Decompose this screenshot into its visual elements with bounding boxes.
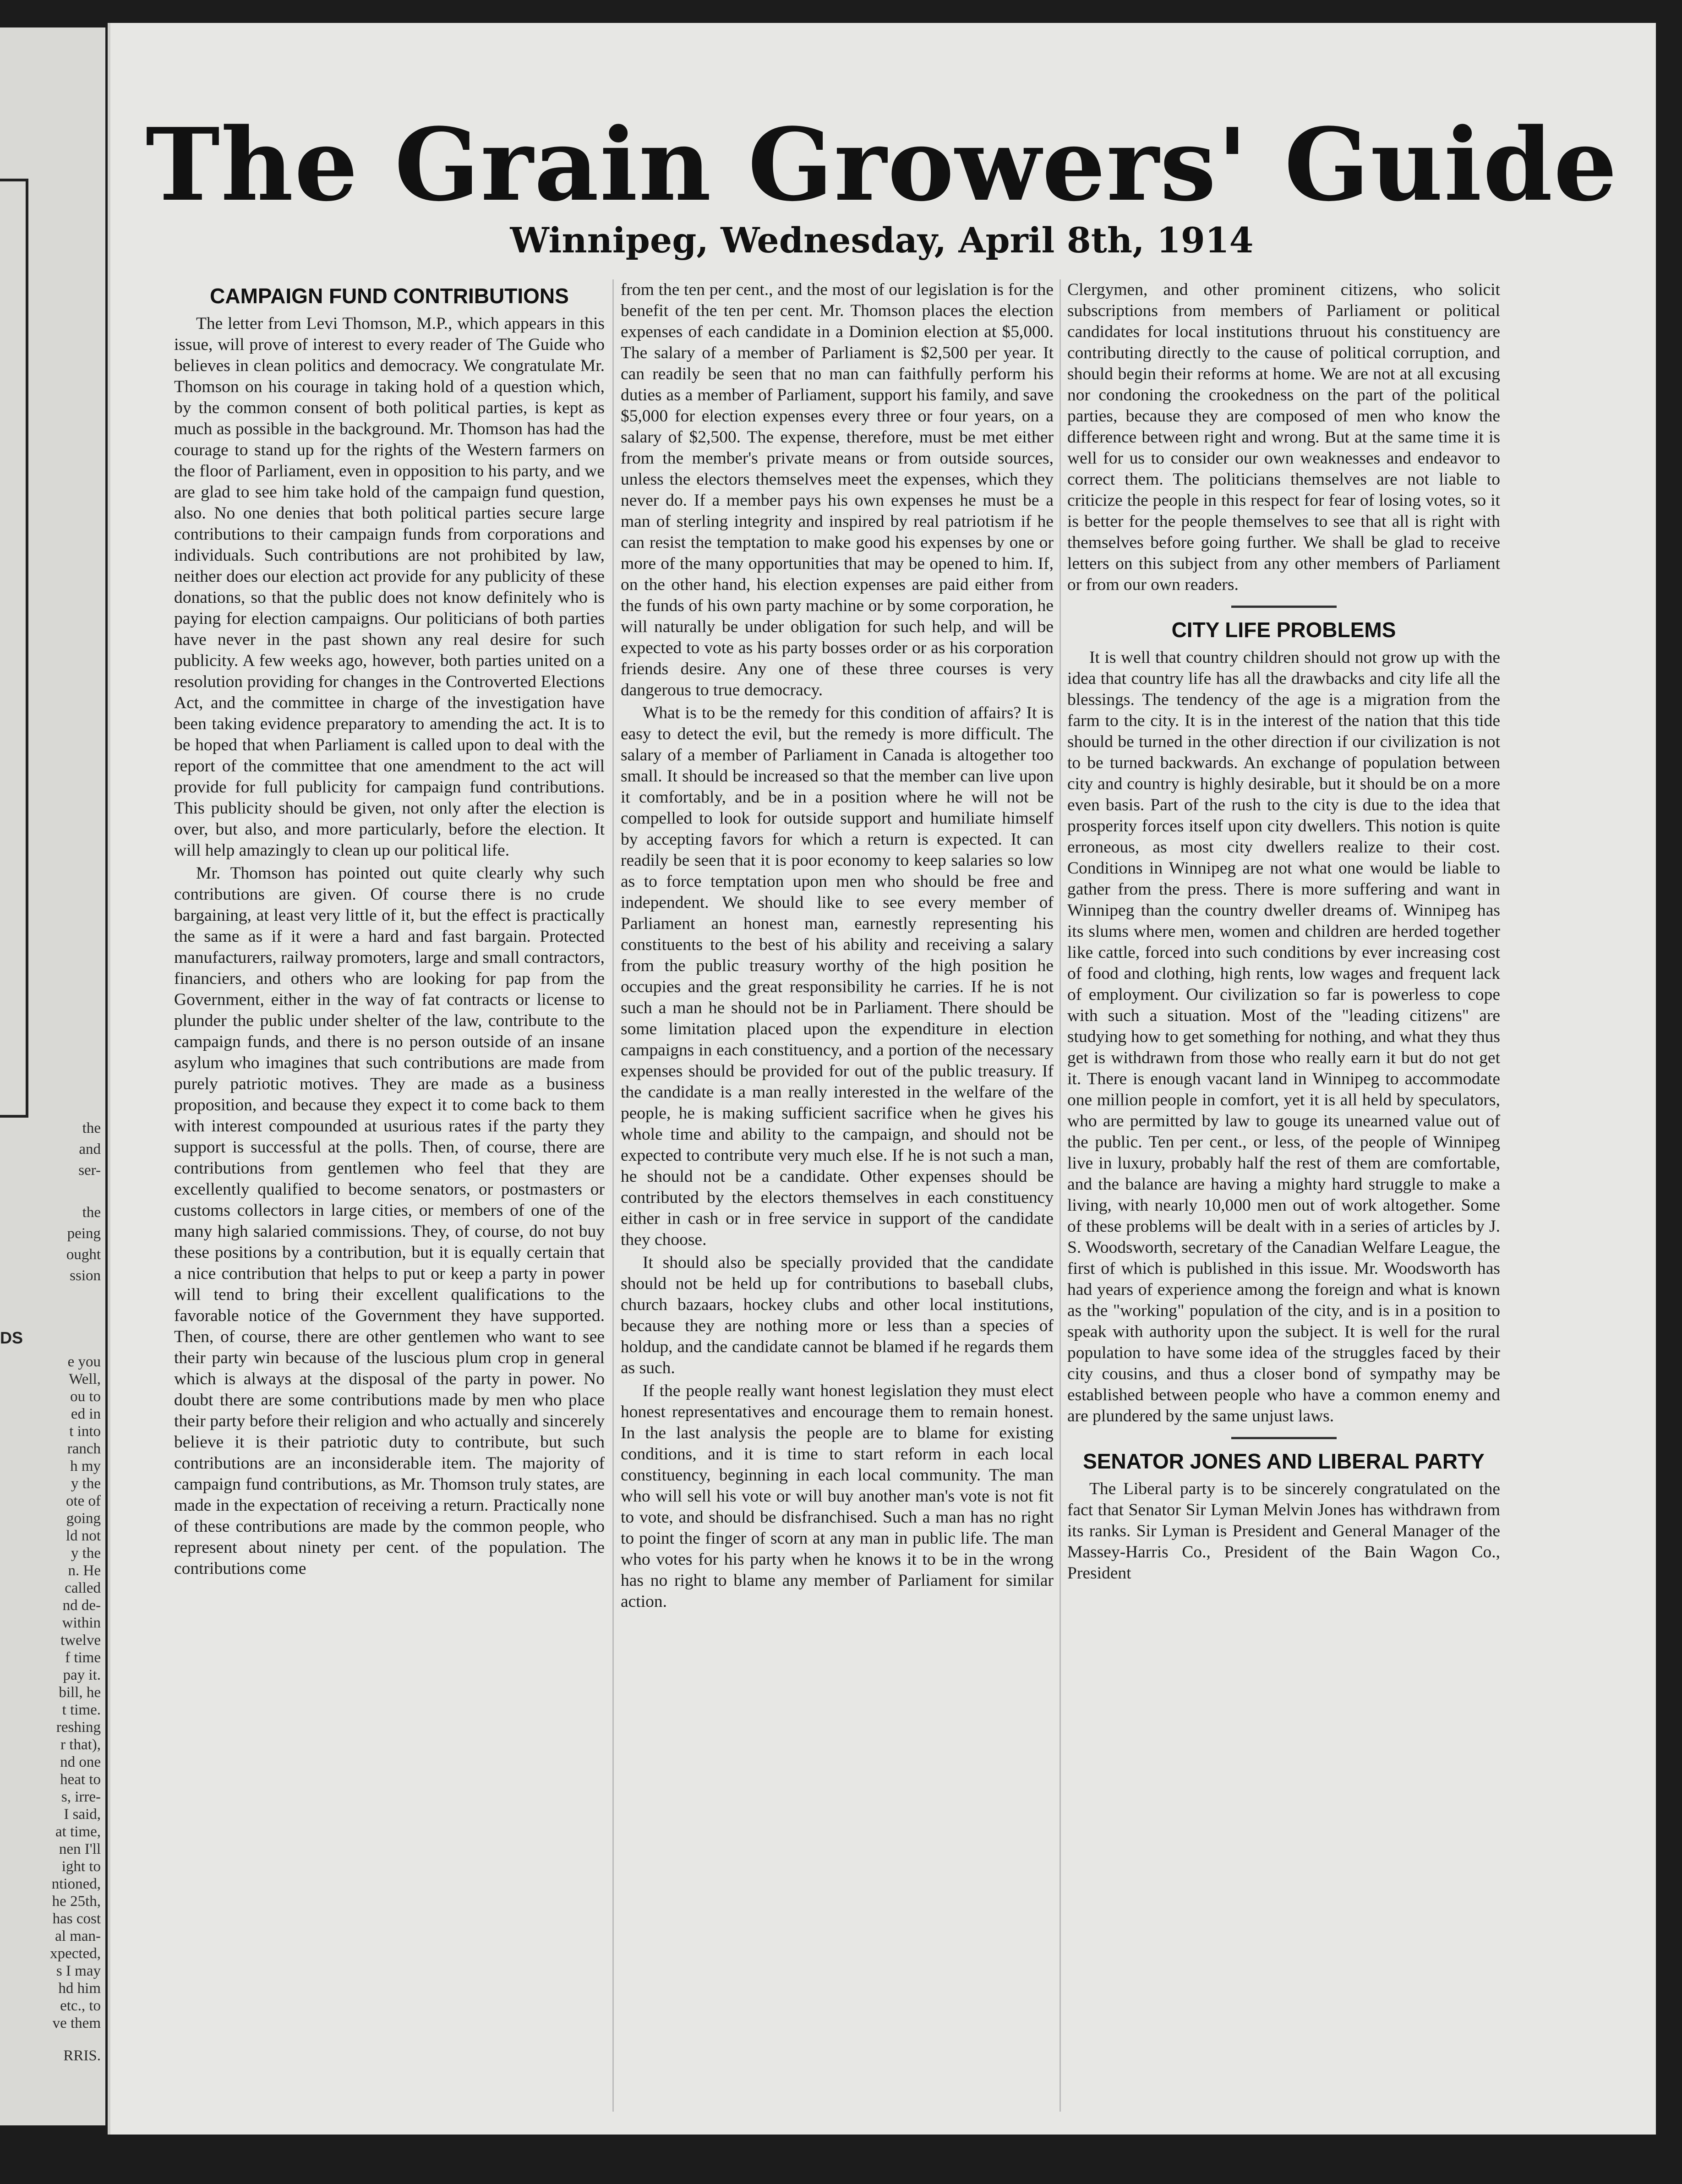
campaign-heading: CAMPAIGN FUND CONTRIBUTIONS [210, 284, 569, 308]
city-heading: CITY LIFE PROBLEMS [1171, 618, 1396, 642]
adjacent-page-fragment: nen I'll [59, 1841, 101, 1857]
adjacent-page-fragment: f time [65, 1649, 101, 1666]
adjacent-page-fragment: ought [66, 1246, 101, 1263]
adjacent-page-fragment: r that), [60, 1736, 101, 1753]
adjacent-page-fragment: has cost [52, 1911, 101, 1927]
adjacent-page-fragment: at time, [55, 1824, 101, 1840]
senator-heading: SENATOR JONES AND LIBERAL PARTY [1083, 1449, 1485, 1473]
adjacent-page-strip [0, 27, 105, 2125]
campaign-paragraph-3: from the ten per cent., and the most of our legislation is for the benefit of the ten per cent. Mr. Thomson places the election expenses of each candidate in a Dominion election at $5,000. The salary of a member of Parliament is $2,500 per year. It can readily be seen that no man can faithfully perform his duties as a member of Parliament, support his family, and save $5,000 for election expenses every three or four years, on a salary of $2,500. The expense, therefore, must be met either from the member's private means or from outside sources, unless the electors themselves meet the expenses, which they never do. If a member pays his own expenses he must be a man of sterling integrity and inspired by real patriotism if he can resist the temptation to make good his expenses by one or more of the many opportunities that may be opened to him. If, on the other hand, his election expenses are paid either from the funds of his own party machine or by some corporation, he will naturally be under obligation for such help, and will be expected to vote as his party bosses order or as his corporation friends desire. Any one of these three courses is very dangerous to true democracy. [621, 280, 1054, 699]
adjacent-page-fragment: called [65, 1580, 101, 1596]
adjacent-page-fragment: the [82, 1204, 101, 1221]
adjacent-page-fragment: ser- [78, 1162, 101, 1179]
adjacent-page-fragment: he 25th, [52, 1893, 101, 1910]
adjacent-page-fragment: ld not [66, 1528, 101, 1544]
adjacent-page-fragment: ntioned, [51, 1876, 101, 1892]
adjacent-page-fragment: s I may [56, 1963, 101, 1979]
adjacent-page-fragment: and [79, 1141, 101, 1158]
section-rule-1 [1231, 606, 1337, 608]
masthead-title: The Grain Growers' Guide [145, 106, 1618, 224]
adjacent-page-fragment: ight to [61, 1858, 101, 1875]
adjacent-page-fragment: reshing [56, 1719, 101, 1736]
adjacent-page-fragment: ve them [52, 2015, 101, 2031]
adjacent-page-fragment: going [66, 1510, 101, 1527]
adjacent-page-fragment: h my [70, 1458, 101, 1474]
column-divider-1 [612, 279, 614, 2112]
adjacent-page-fragment: xpected, [50, 1945, 101, 1962]
adjacent-page-fragment: peing [67, 1225, 101, 1242]
adjacent-page-fragment: ed in [71, 1406, 101, 1422]
campaign-paragraph-7: Clergymen, and other prominent citizens, who solicit subscriptions from members of Parliament or political candidates for local institutions thruout his constituency are contributing directly to the cause of political corruption, and should begin their reforms at home. We are not at all excusing nor condoning the crookedness on the part of the political parties, because they are composed of men who know the difference between right and wrong. But at the same time it is well for us to consider our own weaknesses and endeavor to correct them. The politicians themselves are not liable to criticize the people in this respect for fear of losing votes, so it is better for the people themselves to see that all is right with themselves before going further. We shall be glad to receive letters on this subject from any other members of Parliament or from our own readers. [1067, 280, 1500, 594]
adjacent-page-fragment: hd him [58, 1980, 101, 1997]
adjacent-page-fragment: etc., to [60, 1998, 101, 2014]
adjacent-page-fragment: y the [71, 1475, 101, 1492]
adjacent-page-heading: DS [0, 1328, 23, 1347]
campaign-paragraph-4: What is to be the remedy for this condition of affairs? It is easy to detect the evil, but the remedy is more difficult. The salary of a member of Parliament in Canada is altogether too small. It should be increased so that the member can live upon it comfortably, and be in a position where he will not be compelled to look for outside support and humiliate himself by accepting favors for which a return is expected. It can readily be seen that it is poor economy to keep salaries so low as to force temptation upon men who should be free and independent. We should like to see every member of Parliament an honest man, earnestly representing his constituents to the best of his ability and receiving a salary from the public treasury worthy of the high position he occupies and the great responsibility he carries. If he is not such a man he should not be in Parliament. There should be some limitation placed upon the expenditure in election campaigns in each constituency, and a portion of the necessary expenses should be provided for out of the public treasury. If the candidate is a man really interested in the welfare of the people, he is making sufficient sacrifice when he gives his whole time and ability to the campaign, and should not be expected to contribute very much else. If he is not such a man, he should not be a candidate. Other expenses should be contributed by the electors themselves in each constituency either in cash or in free service in support of the candidate they choose. [621, 704, 1054, 1249]
campaign-paragraph-2: Mr. Thomson has pointed out quite clearly why such contributions are given. Of course there is no crude bargaining, at least very little of it, but the effect is practically the same as if it were a hard and fast bargain. Protected manufacturers, railway promoters, large and small contractors, financiers, and others who are looking for pap from the Government, either in the way of fat contracts or license to plunder the public under shelter of the law, contribute to the campaign funds, and there is no person outside of an insane asylum who imagines that such contributions are made from purely patriotic motives. They are made as a business proposition, and because they expect it to come back to them with interest compounded at usurious rates if the party they support is successful at the polls. Then, of course, there are contributions from gentlemen who feel that they are excellently qualified to become senators, or postmasters or customs collectors in large cities, or members of one of the many high salaried commissions. They, of course, do not buy these positions by a contribution, but it is equally certain that a nice contribution that helps to put or keep a party in power will tend to bring their excellent qualifications to the favorable notice of the Government they have supported. Then, of course, there are other gentlemen who want to see their party win because of the luscious plum crop in general which is always at the disposal of the party in power. No doubt there are some contributions made by men who place their party before their religion and who actually and sincerely believe it is their patriotic duty to contribute, but such contributions are an inconsiderable item. The majority of campaign fund contributions, as Mr. Thomson truly states, are made in the expectation of receiving a return. Practically none of these contributions are made by the common people, who represent about ninety per cent. of the population. The contributions come [174, 864, 605, 1578]
city-paragraph-1: It is well that country children should not grow up with the idea that country life has all the drawbacks and city life all the blessings. The tendency of the age is a migration from the farm to the city. It is in the interest of the nation that this tide should be turned in the other direction if our civilization is not to be turned backwards. An exchange of population between city and country is highly desirable, but it should be on a more even basis. Part of the rush to the city is due to the idea that prosperity forces itself upon city dwellers. This notion is quite erroneous, as most city dwellers realize to their cost. Conditions in Winnipeg are not what one would be liable to gather from the press. There is more suffering and want in Winnipeg than the country dweller dreams of. Winnipeg has its slums where men, women and children are herded together like cattle, forced into such conditions by ever increasing cost of food and clothing, high rents, low wages and frequent lack of employment. Our civilization so far is powerless to cope with such a situation. Most of the "leading citizens" are studying how to get something for nothing, and what they thus get is withdrawn from those who really earn it but do not get it. There is enough vacant land in Winnipeg to accommodate one million people in comfort, yet it is all held by speculators, who are permitted by law to gouge its unearned value out of the public. Ten per cent., or less, of the people of Winnipeg live in luxury, probably half the rest of them are comfortable, and the balance are having a mighty hard struggle to make a living, with nearly 10,000 men out of work altogether. Some of these problems will be dealt with in a series of articles by J. S. Woodsworth, secretary of the Canadian Welfare League, the first of which is published in this issue. Mr. Woodsworth has had years of experience among the foreign and what is known as the "working" population of the city, and is in a position to speak with authority upon the subject. It is well for the rural population to have some idea of the struggles faced by their city cousins, and thus a closer bond of sympathy may be established between people who have a common enemy and are plundered by the same unjust laws. [1067, 648, 1500, 1425]
adjacent-page-fragment: ssion [70, 1267, 101, 1284]
adjacent-page-fragment: ranch [67, 1441, 101, 1457]
masthead-dateline: Winnipeg, Wednesday, April 8th, 1914 [510, 220, 1254, 261]
adjacent-page-fragment: the [82, 1120, 101, 1136]
adjacent-page-fragment: twelve [60, 1632, 101, 1649]
adjacent-page-fragment: Well, [69, 1371, 101, 1387]
column-divider-2 [1059, 279, 1061, 2112]
campaign-paragraph-1: The letter from Levi Thomson, M.P., which appears in this issue, will prove of interest to every reader of The Guide who believes in clean politics and democracy. We congratulate Mr. Thomson on his courage in taking hold of a question which, by the common consent of both political parties, is kept as much as possible in the background. Mr. Thomson has had the courage to stand up for the rights of the Western farmers on the floor of Parliament, even in opposition to his party, and we are glad to see him take hold of the campaign fund question, also. No one denies that both political parties secure large contributions to their campaign funds from corporations and individuals. Such contributions are not prohibited by law, neither does our election act provide for any publicity of these donations, so that the public does not know definitely who is paying for election campaigns. Our politicians of both parties have never in the past shown any real desire for such publicity. A few weeks ago, however, both parties united on a resolution providing for changes in the Controverted Elections Act, and the committee in charge of the investigation have been taking evidence preparatory to amending the act. It is to be hoped that when Parliament is called upon to deal with the report of the committee that one amendment to the act will provide for full publicity for campaign fund contributions. This publicity should be given, not only after the election is over, but also, and more particularly, before the election. It will help amazingly to clean up our political life. [174, 314, 605, 860]
adjacent-page-fragment: n. He [68, 1562, 101, 1579]
adjacent-page-fragment: al man- [55, 1928, 101, 1944]
adjacent-page-fragment: ou to [70, 1388, 101, 1405]
adjacent-page-signature: RRIS. [63, 2048, 101, 2064]
adjacent-page-fragment: bill, he [59, 1684, 101, 1701]
adjacent-page-fragment: t into [69, 1423, 101, 1440]
campaign-paragraph-6: If the people really want honest legislation they must elect honest representatives and encourage them to remain honest. In the last analysis the people are to blame for existing conditions, and it is time to start reform in each local constituency, beginning in each local community. The man who will sell his vote or will buy another man's vote is not fit to vote, and should be disfranchised. Such a man has no right to point the finger of scorn at any man in public life. The man who votes for his party when he knows it to be in the wrong has no right to blame any member of Parliament for similar action. [621, 1381, 1054, 1611]
adjacent-page-box [0, 179, 28, 1118]
adjacent-page-fragment: nd one [60, 1754, 101, 1770]
adjacent-page-fragment: s, irre- [61, 1789, 101, 1805]
column-3 [1067, 279, 1500, 1586]
adjacent-page-fragment: heat to [60, 1771, 101, 1788]
column-2 [621, 279, 1054, 1614]
adjacent-page-fragment: within [62, 1615, 101, 1631]
adjacent-page-fragment: I said, [64, 1806, 101, 1823]
adjacent-page-fragment: e you [67, 1354, 101, 1370]
adjacent-page-fragment: pay it. [63, 1667, 101, 1683]
senator-paragraph-1: The Liberal party is to be sincerely congratulated on the fact that Senator Sir Lyman Melvin Jones has withdrawn from its ranks. Sir Lyman is President and General Manager of the Massey-Harris Co., President of the Bain Wagon Co., President [1067, 1480, 1500, 1583]
adjacent-page-fragment: y the [71, 1545, 101, 1562]
adjacent-page-fragment: nd de- [62, 1597, 101, 1614]
adjacent-page-fragment: t time. [62, 1702, 101, 1718]
column-1 [174, 279, 605, 1581]
campaign-paragraph-5: It should also be specially provided that the candidate should not be held up for contributions to baseball clubs, church bazaars, hockey clubs and other local institutions, because they are nothing more or less than a species of holdup, and the candidate cannot be blamed if he regards them as such. [621, 1253, 1054, 1377]
section-rule-2 [1231, 1437, 1337, 1439]
adjacent-page-fragment: ote of [66, 1493, 101, 1509]
